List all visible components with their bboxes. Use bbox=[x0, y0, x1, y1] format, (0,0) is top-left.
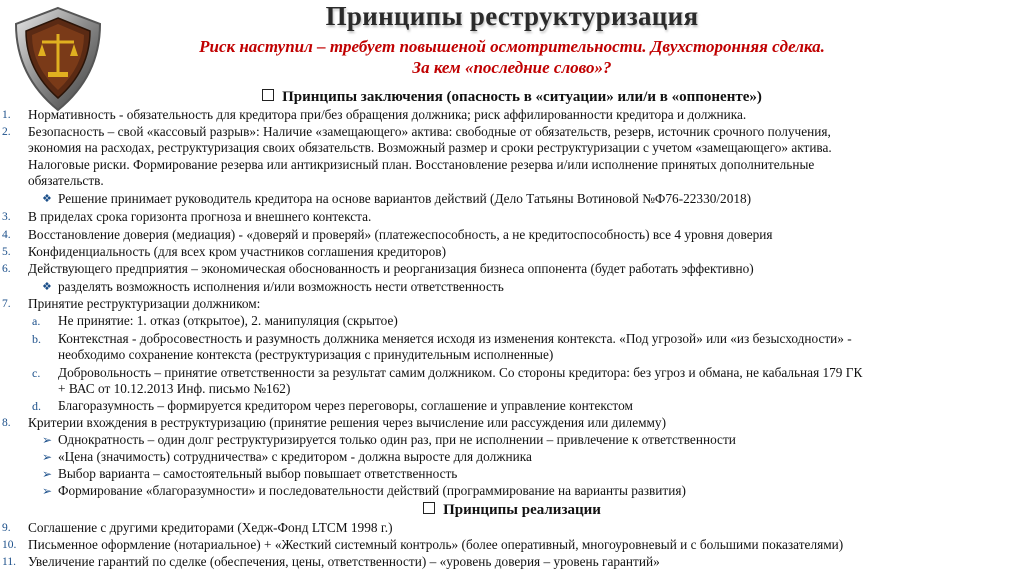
item-text: необходимо сохранение контекста (реструктуризация с принудительным исполненные) bbox=[58, 347, 554, 362]
arrow-bullet-icon: ➢ bbox=[42, 484, 53, 498]
item-text: + ВАС от 10.12.2013 Инф. письмо №162) bbox=[58, 381, 291, 396]
sub-bullet bbox=[42, 191, 1020, 207]
item-text: Соглашение с другими кредиторами (Хедж-Фонд LTCM 1998 г.) bbox=[28, 520, 393, 535]
item-text: Благоразумность – формируется кредитором через переговоры, соглашение и управление контекстом bbox=[58, 398, 633, 413]
diamond-bullet-icon: ❖ bbox=[42, 193, 52, 205]
sub-bullet bbox=[42, 279, 1020, 295]
item-letter: a. bbox=[32, 314, 41, 328]
item-text: Безопасность – свой «кассовый разрыв»: Наличие «замещающего» актива: свободные от обязательств, резерв, источник срочного получения, bbox=[28, 124, 831, 139]
item-text: Восстановление доверия (медиация) - «доверяй и проверяй» (платежеспособность, а не кредитоспособность) все 4 уровня доверия bbox=[28, 227, 773, 242]
arrow-bullet-icon: ➢ bbox=[42, 433, 53, 447]
arrow-bullet-icon: ➢ bbox=[42, 467, 53, 481]
item-number: 2. bbox=[2, 126, 11, 138]
item-text: В приделах срока горизонта прогноза и внешнего контекста. bbox=[28, 209, 372, 224]
list-item bbox=[2, 107, 1020, 123]
item-text: Письменное оформление (нотариальное) + «Жесткий системный контроль» (более оперативный, многоуровневый и с большими показателями) bbox=[28, 537, 844, 552]
item-text: «Цена (значимость) сотрудничества» с кредитором - должна выросте для должника bbox=[58, 449, 532, 464]
item-text: Не принятие: 1. отказ (открытое), 2. манипуляция (скрытое) bbox=[58, 313, 398, 328]
list-item bbox=[2, 415, 1020, 431]
list-item bbox=[2, 124, 1020, 140]
arrow-bullet bbox=[42, 449, 1020, 465]
item-letter: d. bbox=[32, 399, 41, 413]
item-text: Добровольность – принятие ответственности за результат самим должником. Со стороны кредитора: без угроз и обмана, не кабальная 179 ГК bbox=[58, 365, 863, 380]
heading-implementation bbox=[0, 501, 1024, 519]
heading-conclusion-text: Принципы заключения (опасность в «ситуации» или/и в «оппоненте») bbox=[282, 89, 762, 105]
arrow-bullet bbox=[42, 466, 1020, 482]
sub-item bbox=[32, 365, 1020, 381]
item-letter: b. bbox=[32, 332, 41, 346]
subtitle-line-2: За кем «последние слово»? bbox=[412, 58, 612, 77]
list-item bbox=[2, 537, 1020, 553]
heading-conclusion bbox=[0, 88, 1024, 106]
list-item-cont bbox=[28, 140, 1020, 156]
list-item bbox=[2, 244, 1020, 260]
list-item bbox=[2, 554, 1020, 570]
item-text: Увеличение гарантий по сделке (обеспечения, цены, ответственности) – «уровень доверия – уровень гарантий» bbox=[28, 554, 660, 569]
item-text: Действующего предприятия – экономическая обоснованность и реорганизация бизнеса оппонента (будет работать эффективно) bbox=[28, 261, 754, 276]
list-item bbox=[2, 261, 1020, 277]
list-item bbox=[2, 520, 1020, 536]
item-text: Налоговые риски. Формирование резерва или антикризисный план. Восстановление резерва и/или исполнение принятых дополнительные bbox=[28, 157, 815, 172]
heading-implementation-text: Принципы реализации bbox=[443, 502, 601, 518]
list-item bbox=[2, 209, 1020, 225]
list-item-cont bbox=[28, 173, 1020, 189]
arrow-bullet bbox=[42, 432, 1020, 448]
diamond-bullet-icon: ❖ bbox=[42, 281, 52, 293]
item-letter: c. bbox=[32, 366, 41, 380]
item-text: Нормативность - обязательность для кредитора при/без обращения должника; риск аффилированности кредитора и должника. bbox=[28, 107, 747, 122]
item-text: экономия на расходах, реструктуризация своих обязательств. Возможный размер и сроки реструктуризации с учетом «замещающего» актива. bbox=[28, 140, 832, 155]
sub-item bbox=[32, 313, 1020, 329]
sub-item-cont bbox=[58, 347, 1020, 363]
checkbox-icon bbox=[423, 502, 435, 514]
item-text: Принятие реструктуризации должником: bbox=[28, 296, 261, 311]
item-text: Однократность – один долг реструктуризируется только один раз, при не исполнении – привлечение к ответственности bbox=[58, 432, 736, 447]
sub-item-cont bbox=[58, 381, 1020, 397]
item-number: 8. bbox=[2, 417, 11, 429]
item-number: 9. bbox=[2, 522, 11, 534]
list-item bbox=[2, 296, 1020, 312]
sub-item bbox=[32, 331, 1020, 347]
item-text: Формирование «благоразумности» и последовательности действий (программирование на варианты развития) bbox=[58, 483, 686, 498]
item-number: 7. bbox=[2, 298, 11, 310]
sub-item bbox=[32, 398, 1020, 414]
item-text: Выбор варианта – самостоятельный выбор повышает ответственность bbox=[58, 466, 458, 481]
item-number: 6. bbox=[2, 263, 11, 275]
arrow-bullet bbox=[42, 483, 1020, 499]
item-number: 11. bbox=[2, 556, 16, 568]
item-number: 5. bbox=[2, 246, 11, 258]
item-text: Решение принимает руководитель кредитора на основе вариантов действий (Дело Татьяны Вотиновой №Ф76-22330/2018) bbox=[58, 191, 752, 206]
item-text: Критерии вхождения в реструктуризацию (принятие решения через вычисление или рассуждения или дилемму) bbox=[28, 415, 667, 430]
item-number: 3. bbox=[2, 211, 11, 223]
page-title: Принципы реструктуризация bbox=[325, 1, 699, 31]
list-item-cont bbox=[28, 157, 1020, 173]
checkbox-icon bbox=[262, 89, 274, 101]
item-number: 1. bbox=[2, 109, 11, 121]
list-item bbox=[2, 227, 1020, 243]
item-text: Конфиденциальность (для всех кром участников соглашения кредиторов) bbox=[28, 244, 447, 259]
subtitle-line-1: Риск наступил – требует повышеной осмотрительности. Двухсторонняя сделка. bbox=[199, 37, 825, 56]
subtitle bbox=[0, 36, 1024, 78]
item-text: Контекстная - добросовестность и разумность должника меняется исходя из изменения контекста. «Под угрозой» или «из безысходности» - bbox=[58, 331, 852, 346]
arrow-bullet-icon: ➢ bbox=[42, 450, 53, 464]
item-number: 10. bbox=[2, 539, 17, 551]
item-number: 4. bbox=[2, 229, 11, 241]
item-text: разделять возможность исполнения и/или возможность нести ответственность bbox=[58, 279, 504, 294]
item-text: обязательств. bbox=[28, 173, 104, 188]
